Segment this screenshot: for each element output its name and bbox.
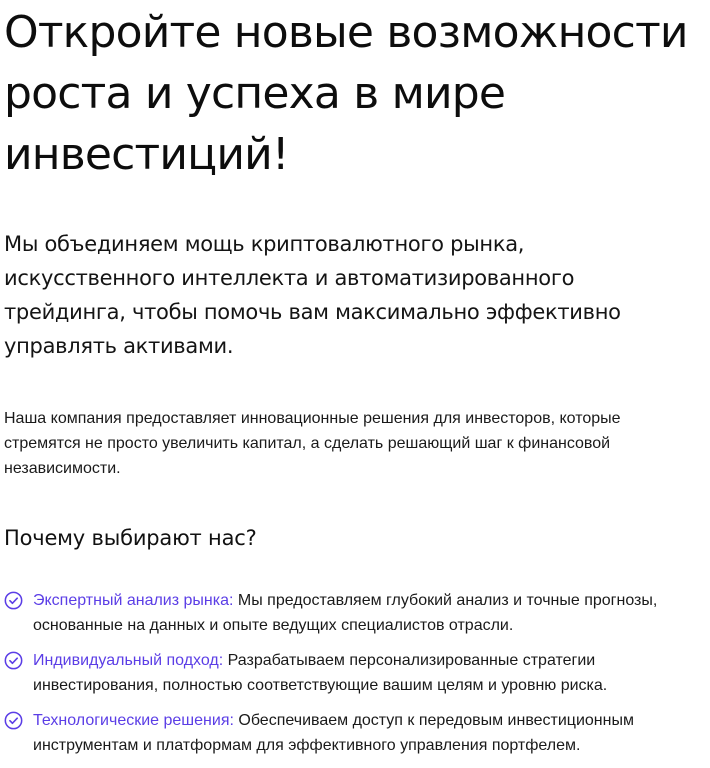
feature-item [4, 708, 704, 758]
about-paragraph [4, 406, 704, 481]
lead-line: Мы объединяем мощь криптовалютного рынка, [4, 232, 525, 256]
features-list [4, 588, 704, 758]
feature-text: Мы предоставляем глубокий анализ и точные прогнозы, [233, 592, 658, 609]
lead-line: трейдинга, чтобы помочь вам максимально эффективно [4, 300, 621, 324]
feature-text: Разрабатываем персонализированные стратегии [223, 652, 596, 669]
check-circle-icon [4, 711, 23, 730]
feature-text: инструментам и платформам для эффективного управления портфелем. [33, 737, 581, 754]
about-line: Наша компания предоставляет инновационные решения для инвесторов, которые [4, 410, 621, 427]
hero-title-line: Откройте новые возможности [4, 7, 688, 58]
feature-highlight: Индивидуальный подход: [33, 652, 224, 669]
lead-line: искусственного интеллекта и автоматизированного [4, 266, 575, 290]
hero-title-line: инвестиций! [4, 129, 289, 180]
why-us-heading: Почему выбирают нас? [4, 526, 257, 550]
feature-text: основанные на данных и опыте ведущих специалистов отрасли. [33, 617, 514, 634]
feature-highlight: Экспертный анализ рынка: [33, 592, 234, 609]
hero-title [4, 0, 704, 185]
feature-text: инвестирования, полностью соответствующие вашим целям и уровню риска. [33, 677, 608, 694]
check-circle-icon [4, 591, 23, 610]
about-line: независимости. [4, 460, 121, 477]
lead-line: управлять активами. [4, 334, 234, 358]
hero-title-line: роста и успеха в мире [4, 68, 506, 119]
lead-paragraph [4, 227, 704, 363]
about-line: стремятся не просто увеличить капитал, а сделать решающий шаг к финансовой [4, 435, 611, 452]
feature-text: Обеспечиваем доступ к передовым инвестиционным [233, 712, 634, 729]
feature-item [4, 588, 704, 638]
feature-item [4, 648, 704, 698]
check-circle-icon [4, 651, 23, 670]
feature-highlight: Технологические решения: [33, 712, 234, 729]
content [4, 0, 704, 768]
